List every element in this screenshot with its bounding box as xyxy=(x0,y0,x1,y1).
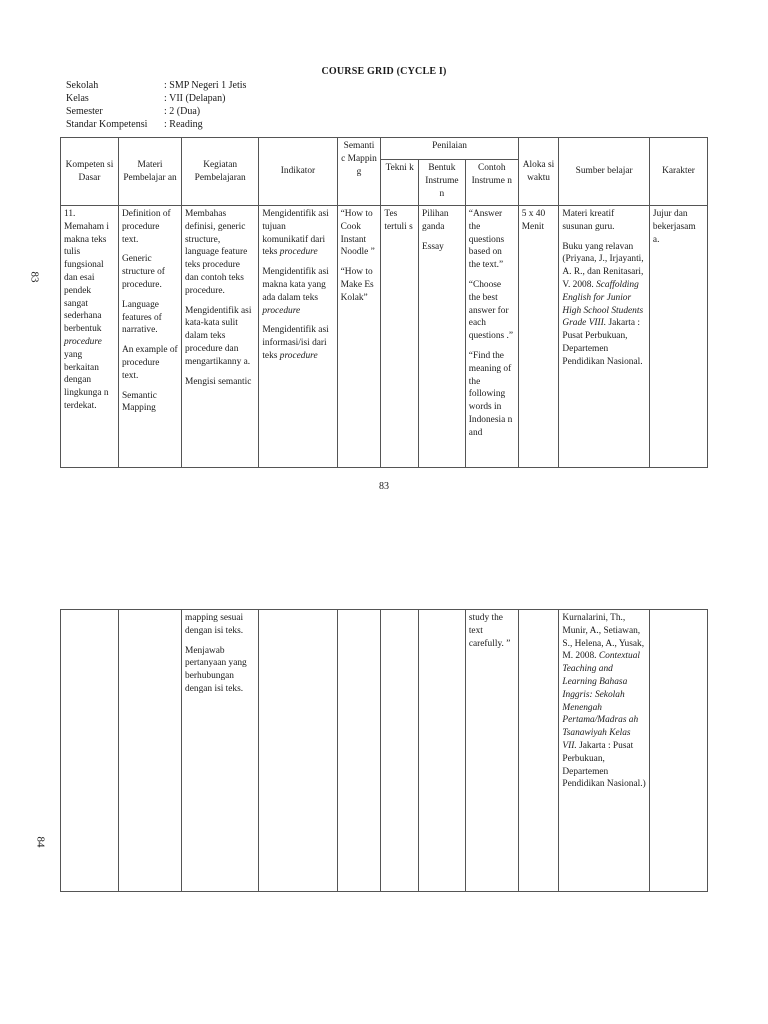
header-kegiatan: Kegiatan Pembelajaran xyxy=(182,138,259,206)
cell-alokasi-waktu: 5 x 40 Menit xyxy=(518,206,559,468)
course-grid-table-page-84 xyxy=(60,609,708,892)
meta-label: Semester xyxy=(66,106,103,117)
cell-contoh-instrumen: “Answer the questions based on the text.” “Choose the best answer for each questions .” “Find the meaning of the following words in Indonesia n and xyxy=(465,206,518,468)
cell-alokasi-waktu-cont xyxy=(518,610,559,892)
header-bentuk-instrumen: Bentuk Instrume n xyxy=(419,160,466,206)
cell-materi: Definition of procedure text. Generic structure of procedure. Language features of narrative. An example of procedure text. Semantic Mapping xyxy=(118,206,181,468)
course-grid-table-page-83 xyxy=(60,137,708,468)
cell-karakter-cont xyxy=(649,610,707,892)
page-number-side-top: 83 xyxy=(28,271,41,283)
meta-value: : 2 (Dua) xyxy=(164,106,201,117)
header-sumber-belajar: Sumber belajar xyxy=(559,138,650,206)
document-title: COURSE GRID (CYCLE I) xyxy=(321,66,447,77)
cell-contoh-instrumen-cont: study the text carefully. ” xyxy=(465,610,518,892)
header-teknik: Tekni k xyxy=(381,160,419,206)
cell-sumber-belajar-cont: Kurnalarini, Th., Munir, A., Setiawan, S., Helena, A., Yusak, M. 2008. Contextual Teaching and Learning Bahasa Inggris: Sekolah Menengah Pertama/Madras ah Tsanawiyah Kelas VII. Jakarta : Pusat Perbukuan, Departemen Pendidikan Nasional.) xyxy=(559,610,650,892)
cell-semantic-mapping: “How to Cook Instant Noodle ” “How to Make Es Kolak” xyxy=(337,206,381,468)
header-materi: Materi Pembelajar an xyxy=(118,138,181,206)
header-penilaian: Penilaian xyxy=(381,138,518,160)
meta-row-semester xyxy=(66,105,246,118)
cell-karakter: Jujur dan bekerjasam a. xyxy=(649,206,707,468)
meta-row-kelas xyxy=(66,92,246,105)
meta-label: Sekolah xyxy=(66,80,99,91)
page-number-side-bottom: 84 xyxy=(34,836,47,848)
meta-value: : SMP Negeri 1 Jetis xyxy=(164,80,247,91)
header-alokasi-waktu: Aloka si waktu xyxy=(518,138,559,206)
header-contoh-instrumen: Contoh Instrume n xyxy=(465,160,518,206)
header-kompetensi-dasar: Kompeten si Dasar xyxy=(61,138,119,206)
cell-kompetensi-dasar: 11. Memaham i makna teks tulis fungsional dan esai pendek sangat sederhana berbentuk procedure yang berkaitan dengan lingkunga n terdekat. xyxy=(61,206,119,468)
meta-value: : Reading xyxy=(164,119,203,130)
cell-kompetensi-dasar-cont xyxy=(61,610,119,892)
cell-kegiatan-cont: mapping sesuai dengan isi teks. Menjawab pertanyaan yang berhubungan dengan isi teks. xyxy=(182,610,259,892)
cell-materi-cont xyxy=(118,610,181,892)
cell-teknik: Tes tertuli s xyxy=(381,206,419,468)
document-meta xyxy=(66,79,246,131)
header-indikator: Indikator xyxy=(259,138,337,206)
meta-label: Standar Kompetensi xyxy=(66,119,148,130)
meta-value: : VII (Delapan) xyxy=(164,93,226,104)
header-karakter: Karakter xyxy=(649,138,707,206)
meta-row-sekolah xyxy=(66,79,246,92)
meta-row-standar xyxy=(66,118,246,131)
page-number-bottom: 83 xyxy=(379,481,389,492)
cell-bentuk-instrumen-cont xyxy=(419,610,466,892)
cell-bentuk-instrumen: Pilihan ganda Essay xyxy=(419,206,466,468)
cell-sumber-belajar: Materi kreatif susunan guru. Buku yang relavan (Priyana, J., Irjayanti, A. R., dan Renitasari, V. 2008. Scaffolding English for Junior High School Students Grade VIII. Jakarta : Pusat Perbukuan, Departemen Pendidikan Nasional. xyxy=(559,206,650,468)
cell-teknik-cont xyxy=(381,610,419,892)
cell-indikator-cont xyxy=(259,610,337,892)
cell-indikator: Mengidentifik asi tujuan komunikatif dari teks procedure Mengidentifik asi makna kata yang ada dalam teks procedure Mengidentifik asi informasi/isi dari teks procedure xyxy=(259,206,337,468)
cell-semantic-mapping-cont xyxy=(337,610,381,892)
meta-label: Kelas xyxy=(66,93,89,104)
cell-kegiatan: Membahas definisi, generic structure, language feature teks procedure dan contoh teks procedure. Mengidentifik asi kata-kata sulit dalam teks procedure dan mengartikanny a. Mengisi semantic xyxy=(182,206,259,468)
header-semantic-mapping: Semanti c Mappin g xyxy=(337,138,381,206)
